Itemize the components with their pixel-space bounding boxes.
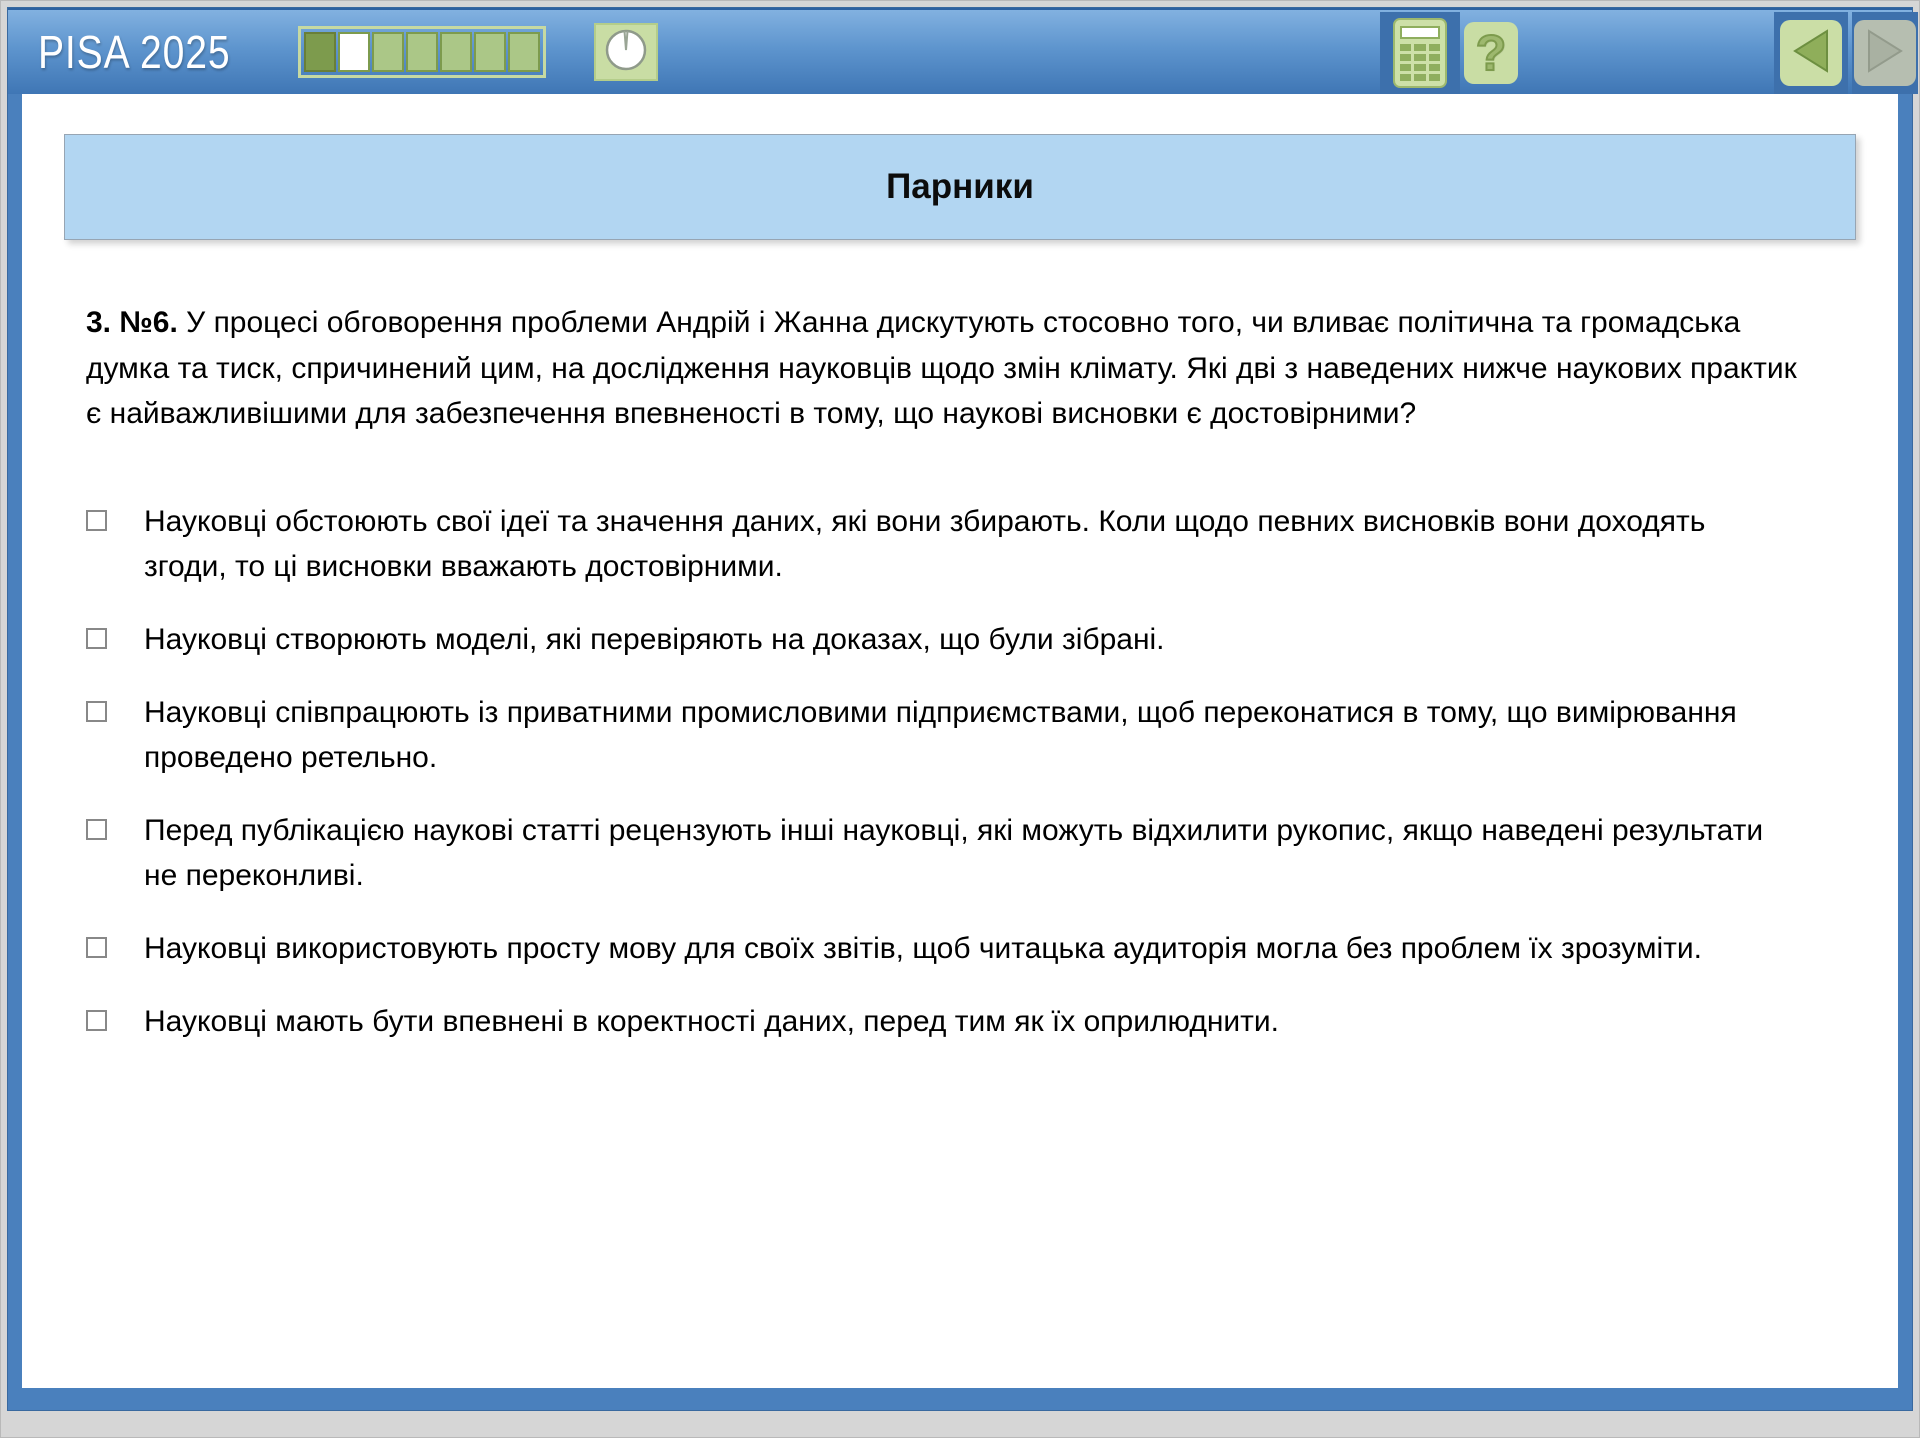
checkbox-option-1[interactable]: [86, 510, 107, 531]
option-5-label[interactable]: Науковці використовують просту мову для своїх звітів, щоб читацька аудиторія могла без проблем їх зрозуміти.: [144, 931, 1702, 965]
option-1-label[interactable]: Науковці обстоюють свої ідеї та значення даних, які вони збирають. Коли щодо певних висновків вони доходять згоди, то ці висновки вважають достовірними.: [144, 504, 1706, 584]
app-title: PISA 2025: [38, 26, 231, 78]
calculator-slot: [1380, 12, 1460, 94]
checkbox-option-6[interactable]: [86, 1010, 107, 1031]
option-2-label[interactable]: Науковці створюють моделі, які перевіряють на доказах, що були зібрані.: [144, 622, 1165, 656]
timer-button[interactable]: [594, 23, 658, 81]
option-3-label[interactable]: Науковці співпрацюють із приватними промисловими підприємствами, щоб переконатися в тому, що вимірювання проведено ретельно.: [144, 695, 1737, 775]
checkbox-option-3[interactable]: [86, 701, 107, 722]
progress-cell-todo: [440, 32, 472, 72]
question-mark-icon: ?: [1475, 25, 1507, 81]
option-row: [86, 690, 1850, 781]
content-area: [22, 94, 1898, 1388]
checkbox-option-2[interactable]: [86, 628, 107, 649]
calculator-display: [1400, 26, 1440, 39]
back-button[interactable]: [1780, 20, 1842, 86]
option-row: [86, 617, 1850, 663]
checkbox-option-5[interactable]: [86, 937, 107, 958]
option-row: [86, 808, 1850, 899]
next-slot: [1852, 12, 1918, 94]
back-slot: [1774, 12, 1848, 94]
top-bar: [8, 8, 1912, 94]
checkbox-option-4[interactable]: [86, 819, 107, 840]
clock-icon: [604, 28, 648, 77]
option-row: [86, 499, 1850, 590]
next-button[interactable]: [1854, 20, 1916, 86]
question-number: 3. №6.: [86, 306, 178, 339]
option-row: [86, 926, 1850, 972]
unit-title: Парники: [886, 167, 1034, 206]
progress-cell-todo: [508, 32, 540, 72]
progress-cell-todo: [406, 32, 438, 72]
question-text: [86, 300, 1812, 437]
help-button[interactable]: [1464, 22, 1518, 84]
option-row: [86, 999, 1850, 1045]
arrow-right-icon: [1863, 27, 1907, 80]
answer-options: [86, 499, 1850, 1044]
calculator-icon: [1400, 44, 1440, 81]
arrow-left-icon: [1789, 27, 1833, 80]
progress-cell-current: [338, 32, 370, 72]
progress-cell-done: [304, 32, 336, 72]
progress-cell-todo: [474, 32, 506, 72]
option-6-label[interactable]: Науковці мають бути впевнені в коректності даних, перед тим як їх оприлюднити.: [144, 1004, 1279, 1038]
option-4-label[interactable]: Перед публікацією наукові статті рецензують інші науковці, які можуть відхилити рукопис, якщо наведені результати не переконливі.: [144, 813, 1764, 893]
progress-bar: [298, 26, 546, 78]
unit-title-bar: [64, 134, 1856, 240]
question-prompt: У процесі обговорення проблеми Андрій і Жанна дискутують стосовно того, чи вливає політична та громадська думка та тиск, спричинений цим, на дослідження науковців щодо змін клімату. Які дві з наведених нижче наукових практик є найважливішими для забезпечення впевненості в тому, що наукові висновки є достовірними?: [86, 306, 1797, 431]
progress-cell-todo: [372, 32, 404, 72]
app-frame: [7, 7, 1913, 1411]
calculator-button[interactable]: [1393, 18, 1447, 88]
